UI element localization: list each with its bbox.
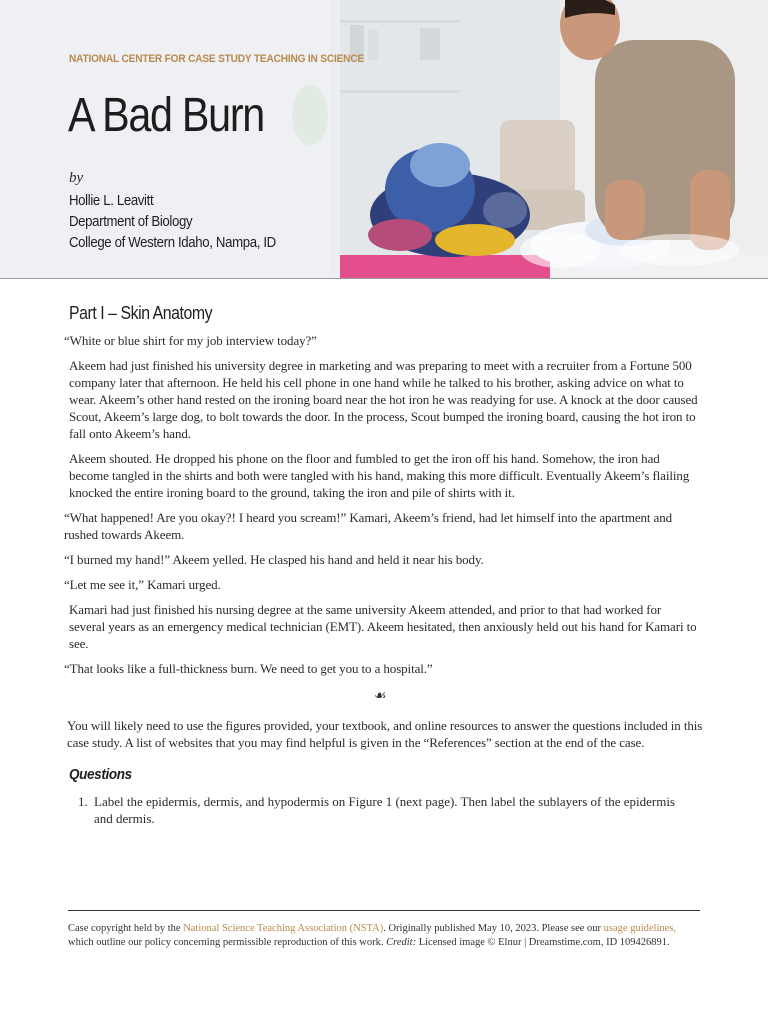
- byline: by: [69, 170, 84, 186]
- organization-name: NATIONAL CENTER FOR CASE STUDY TEACHING IN SCIENCE: [69, 53, 364, 65]
- instructions-paragraph: You will likely need to use the figures provided, your textbook, and online resources to answer the questions included in this case study. A list of websites that you may find helpful is given in the “References” section at the end of the case.: [67, 718, 703, 750]
- author-name: Hollie L. Leavitt: [69, 192, 154, 209]
- footer-copyright: [68, 922, 698, 950]
- paragraph: “White or blue shirt for my job interview today?”: [64, 333, 317, 348]
- paragraph: “Let me see it,” Kamari urged.: [64, 577, 221, 592]
- paragraph: Kamari had just finished his nursing degree at the same university Akeem attended, and prior to that had worked for several years as an emergency medical technician (EMT). Akeem hesitated, then anxiously held out his hand for Kamari to see.: [69, 602, 697, 651]
- section-divider-ornament: ☙: [374, 688, 387, 704]
- paragraph: “That looks like a full-thickness burn. We need to get you to a hospital.”: [64, 661, 433, 676]
- question-text: Label the epidermis, dermis, and hypodermis on Figure 1 (next page). Then label the sublayers of the epidermis and dermis.: [94, 794, 675, 826]
- paragraph: Akeem shouted. He dropped his phone on the floor and fumbled to get the iron off his hand. Somehow, the iron had become tangled in the shirts and both were tangled with his hand, making this more difficult. Eventually Akeem’s flailing knocked the entire ironing board to the ground, taking the iron and pile of shirts with it.: [69, 451, 690, 500]
- author-department: Department of Biology: [69, 213, 193, 230]
- header-banner: [0, 0, 768, 279]
- questions-heading: Questions: [69, 766, 132, 783]
- usage-guidelines-link[interactable]: usage guidelines,: [603, 923, 676, 934]
- credit-text: Licensed image © Elnur | Dreamstime.com, ID 109426891.: [416, 937, 670, 948]
- section-title: Part I – Skin Anatomy: [69, 303, 213, 323]
- author-institution: College of Western Idaho, Nampa, ID: [69, 234, 276, 251]
- footer-prefix: Case copyright held by the: [68, 923, 184, 934]
- paragraph: “I burned my hand!” Akeem yelled. He clasped his hand and held it near his body.: [64, 552, 484, 567]
- case-title: A Bad Burn: [68, 89, 264, 142]
- paragraph: Akeem had just finished his university degree in marketing and was preparing to meet with a recruiter from a Fortune 500 company later that afternoon. He held his cell phone in one hand while he talked to his brother, asking advice on what to wear. Akeem’s other hand rested on the ironing board near the hot iron he was readying for use. A knock at the door caused Scout, Akeem’s large dog, to bolt towards the door. In the process, Scout bumped the ironing board, causing the hot iron to fall onto Akeem’s hand.: [69, 358, 698, 441]
- footer-middle: . Originally published May 10, 2023. Please see our: [383, 923, 604, 934]
- nsta-link[interactable]: National Science Teaching Association (NSTA): [183, 923, 384, 934]
- footer-divider: [68, 910, 700, 911]
- question-number: 1.: [78, 794, 88, 809]
- footer-suffix: which outline our policy concerning permissible reproduction of this work.: [68, 937, 387, 948]
- paragraph: “What happened! Are you okay?! I heard you scream!” Kamari, Akeem’s friend, had let himself into the apartment and rushed towards Akeem.: [64, 510, 673, 542]
- credit-label: Credit:: [386, 937, 417, 948]
